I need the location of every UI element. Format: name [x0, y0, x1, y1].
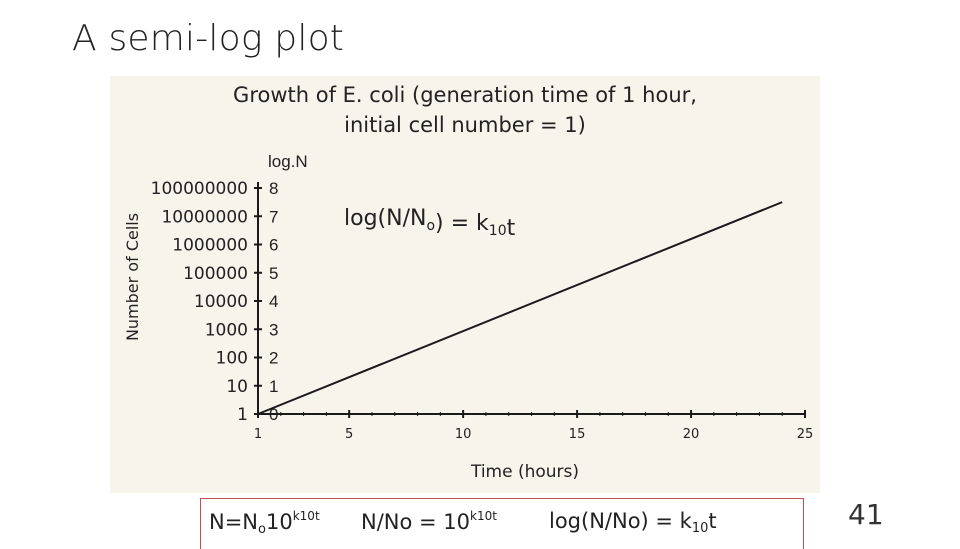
y-tick-label-cells: 1000 [204, 320, 248, 341]
formula-2-part-a: N/No = 10 [361, 510, 471, 534]
x-tick-label: 1 [253, 427, 263, 442]
y-tick-label-cells: 10000000 [161, 207, 248, 228]
y-axis-title: Number of Cells [123, 212, 142, 342]
x-tick-label: 10 [454, 427, 472, 442]
formula-2-superscript: k10t [470, 509, 497, 523]
y-tick-label-log: 1 [269, 376, 279, 396]
growth-line [258, 202, 782, 414]
x-tick-label: 25 [796, 427, 814, 442]
x-tick-label: 20 [682, 427, 700, 442]
formula-3-part-a: log(N/No) = k [549, 509, 692, 533]
equation-annotation [344, 206, 516, 241]
chart-marks [258, 202, 782, 414]
y-tick-label-cells: 1000000 [172, 235, 248, 256]
chart-title: Growth of E. coli (generation time of 1 hour, initial cell number = 1) [233, 83, 697, 137]
y-tick-label-log: 4 [269, 292, 279, 311]
y-secondary-label: log.N [268, 152, 308, 171]
y-tick-label-cells: 100000 [183, 263, 248, 284]
y-tick-label-log: 2 [269, 348, 279, 368]
formula-1-part-b: 10 [265, 510, 293, 534]
formula-3 [549, 509, 717, 536]
y-tick-label-cells: 10000 [193, 292, 248, 312]
equation-text: t [506, 216, 516, 241]
y-tick-label-log: 0 [269, 405, 279, 424]
equation-subscript: o [426, 218, 436, 234]
formula-1 [209, 509, 320, 537]
formula-1-part-a: N=N [209, 510, 259, 534]
chart-axes [123, 152, 813, 482]
y-tick-label-log: 8 [269, 179, 279, 198]
y-tick-label-log: 6 [269, 235, 279, 255]
y-tick-label-cells: 100 [215, 348, 248, 369]
y-tick-label-log: 3 [269, 320, 279, 340]
y-tick-label-cells: 1 [237, 405, 248, 425]
formula-3-subscript: 10 [691, 521, 709, 536]
formula-2 [361, 509, 497, 534]
y-tick-label-log: 7 [269, 207, 279, 227]
y-tick-label-cells: 100000000 [150, 179, 248, 199]
equation-text: ) = k [435, 211, 489, 236]
x-axis-title: Time (hours) [470, 462, 580, 482]
formula-3-part-b: t [708, 509, 717, 533]
equation-text: log(N/N [344, 206, 427, 231]
equation-subscript: 10 [488, 223, 507, 239]
formula-1-superscript: k10t [292, 509, 320, 523]
page-number: 41 [848, 498, 884, 531]
formula-1-subscript: o [258, 522, 266, 537]
formula-box [200, 498, 804, 549]
y-tick-label-cells: 10 [226, 376, 248, 397]
x-tick-label: 15 [568, 427, 586, 442]
y-tick-label-log: 5 [269, 263, 279, 283]
x-tick-label: 5 [345, 427, 354, 442]
slide-title: A semi-log plot [72, 18, 345, 59]
